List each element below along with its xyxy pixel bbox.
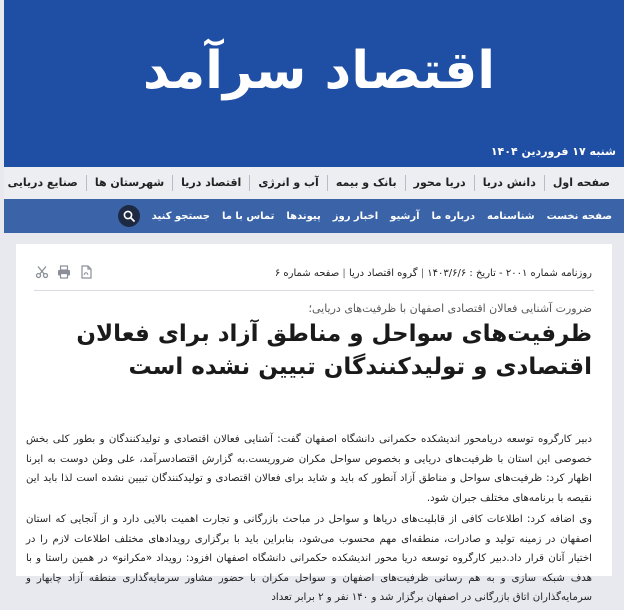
article-body bbox=[26, 430, 592, 610]
nav2-contact[interactable]: تماس با ما bbox=[221, 210, 275, 222]
nav2-archive[interactable]: آرشیو bbox=[390, 210, 420, 222]
nav2-profile[interactable]: شناسنامه bbox=[487, 210, 535, 222]
meta-separator: | bbox=[420, 268, 425, 279]
cut-icon[interactable] bbox=[34, 264, 50, 280]
nav-home[interactable]: صفحه اول bbox=[544, 175, 618, 191]
article-headline: ظرفیت‌های سواحل و مناطق آزاد برای فعالان اقتصادی و تولیدکنندگان تبیین نشده است bbox=[76, 321, 592, 380]
nav2-daily-news[interactable]: اخبار روز bbox=[332, 210, 379, 222]
search-button[interactable] bbox=[118, 205, 140, 227]
secondary-nav bbox=[4, 199, 624, 233]
pdf-icon[interactable] bbox=[78, 264, 94, 280]
print-icon[interactable] bbox=[56, 264, 72, 280]
article-kicker: ضرورت آشنایی فعالان اقتصادی اصفهان با ظرفیت‌های دریایی؛ bbox=[308, 302, 592, 315]
nav-bank-insurance[interactable]: بانک و بیمه bbox=[327, 175, 405, 191]
article-container bbox=[16, 244, 612, 603]
primary-nav bbox=[4, 167, 624, 199]
site-logo[interactable] bbox=[142, 8, 496, 126]
group-link[interactable]: گروه اقتصاد دریا bbox=[348, 268, 418, 279]
date-line: شنبه ۱۷ فروردین ۱۴۰۴ bbox=[490, 145, 616, 158]
nav-sea-knowledge[interactable]: دانش دریا bbox=[474, 175, 544, 191]
nav2-links[interactable]: پیوندها bbox=[286, 210, 321, 222]
article-paragraph: وی اضافه کرد: اطلاعات کافی از قابلیت‌های دریاها و سواحل در مباحث بازرگانی و تجارت اهمیت بالایی دارد و از آنجایی که استان اصفهان در زمینه تولید و صادرات، منطقه‌ای مهم محسوب می‌شود، بنابراین باید با برگزاری رویدادهای مختلف اطلاعات لازم را در اختیار آنان قرار داد.دبیر کارگروه توسعه دریا محور اندیشکده حکمرانی دانشگاه اصفهان افزود: رویداد «مکرانو» در همین راستا و با هدف شبکه سازی و به هم رسانی ظرفیت‌های اصفهان و سواحل مکران با حضور مشاور سرمایه‌گذاری منطقه آزاد چابهار و سرمایه‌گذاران اتاق بازرگانی در اصفهان برگزار شد و ۱۴۰ نفر و ۲ برابر تعداد bbox=[26, 514, 592, 603]
meta-divider bbox=[34, 290, 594, 291]
nav-water-energy[interactable]: آب و انرژی bbox=[249, 175, 326, 191]
page-number: صفحه شماره ۶ bbox=[274, 268, 340, 279]
article-toolbar bbox=[34, 264, 94, 280]
nav2-about[interactable]: درباره ما bbox=[431, 210, 476, 222]
nav-sea-oriented[interactable]: دریا محور bbox=[405, 175, 474, 191]
article-meta bbox=[275, 268, 592, 279]
nav2-search-label[interactable]: جستجو کنید bbox=[151, 210, 210, 222]
nav-cities[interactable]: شهرستان ها bbox=[86, 175, 172, 191]
issue-info: روزنامه شماره ۲۰۰۱ - تاریخ : ۱۴۰۳/۶/۶ bbox=[427, 268, 592, 279]
meta-separator: | bbox=[342, 268, 346, 279]
logo-text: اقتصاد سرآمد bbox=[142, 41, 496, 101]
nav-sea-economy[interactable]: اقتصاد دریا bbox=[172, 175, 249, 191]
nav-marine-industries[interactable]: صنایع دریایی bbox=[7, 176, 78, 189]
article-paragraph: دبیر کارگروه توسعه دریامحور اندیشکده حکمرانی دانشگاه اصفهان گفت: آشنایی فعالان اقتصادی و تولیدکنندگان و بطور کلی بخش خصوصی این استان با ظرفیت‌های دریایی و بخصوص سواحل مکران ضروریست.به گزارش اقتصادسرآمد، علی وطن دوست به ایرنا اظهار کرد: ظرفیت‌های سواحل و مناطق آزاد آنطور که باید و شاید برای فعالان اقتصادی و تولیدکنندگان تبیین نشده است لذا باید این نقیصه با برنامه‌های مختلف جبران شود. bbox=[26, 434, 592, 504]
nav2-home[interactable]: صفحه نخست bbox=[546, 210, 612, 222]
search-icon bbox=[123, 210, 135, 222]
site-header bbox=[4, 0, 624, 167]
